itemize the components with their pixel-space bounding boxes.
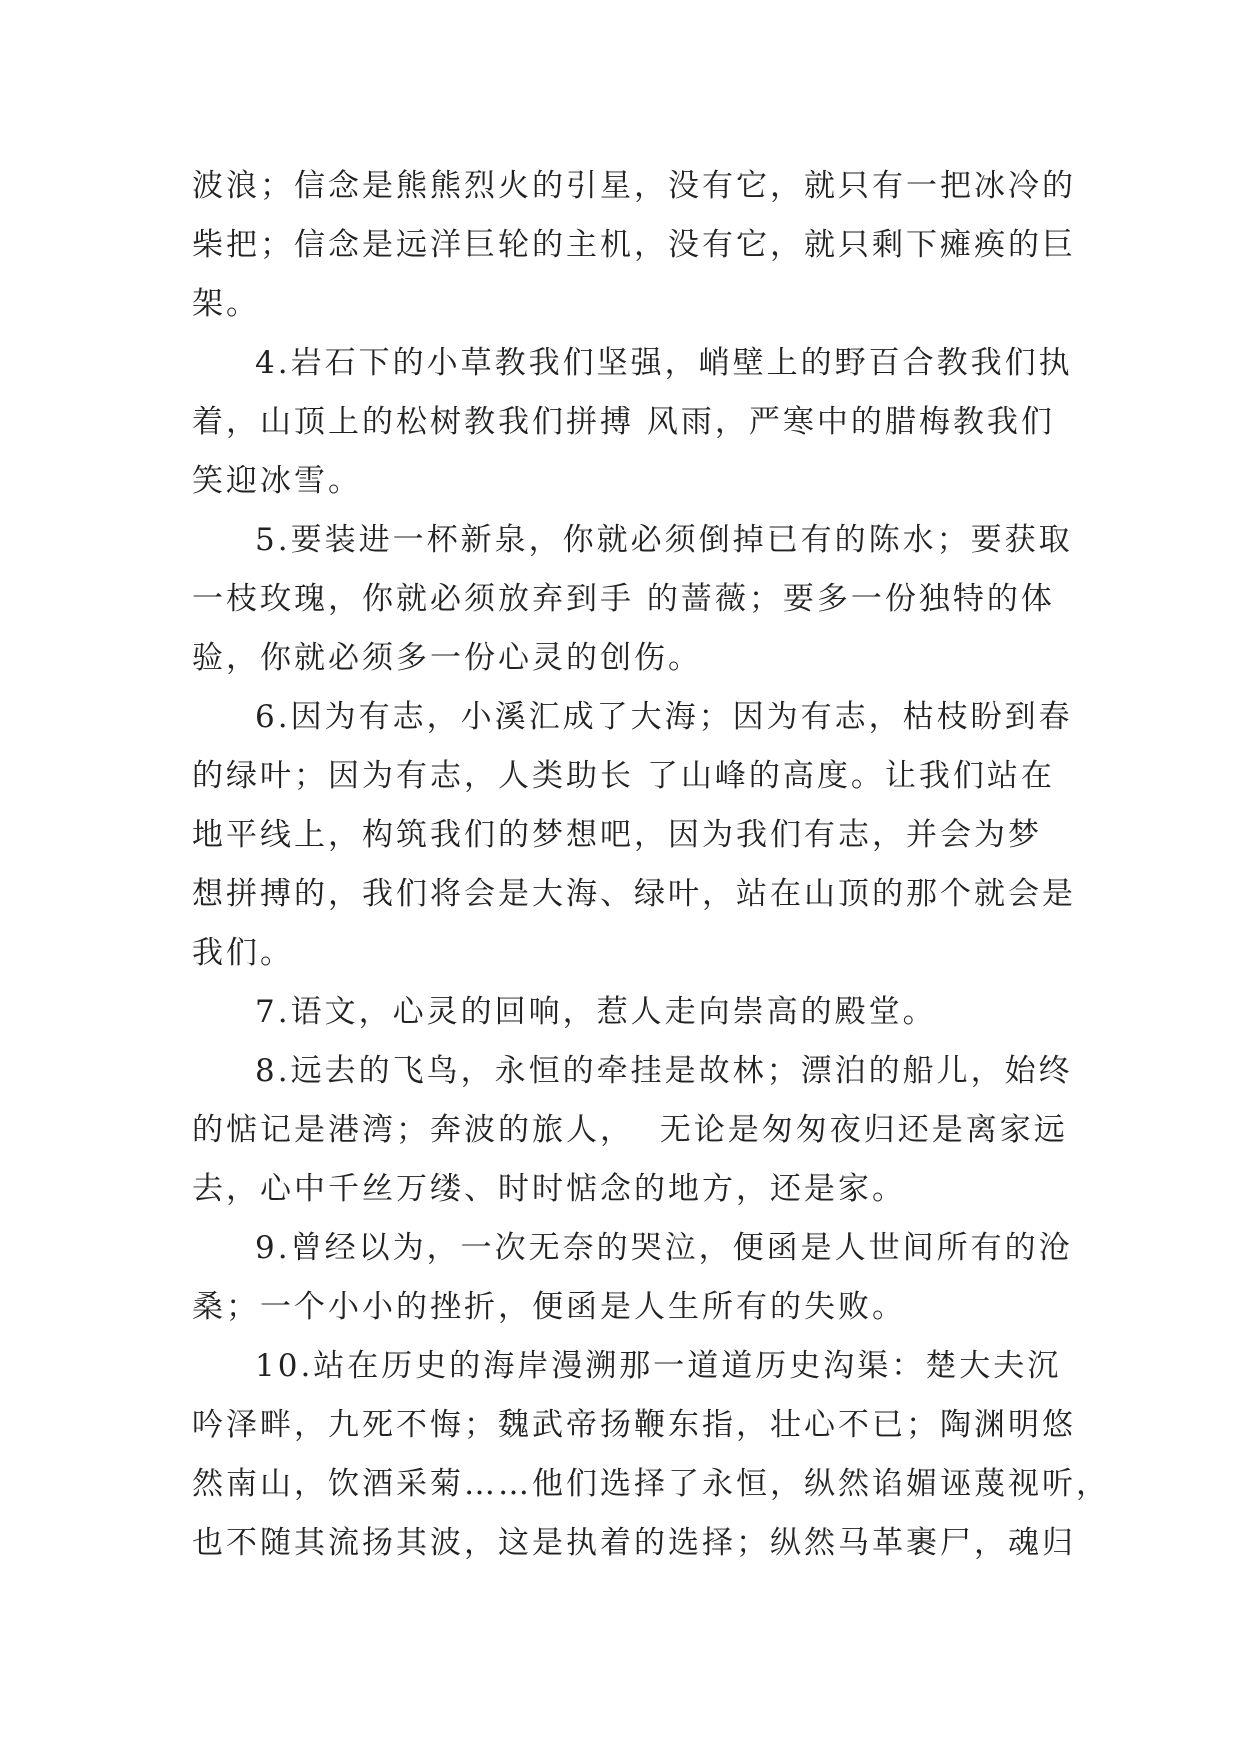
text-line: 验，你就必须多一份心灵的创伤。 <box>192 640 702 676</box>
text-line: 柴把；信念是远洋巨轮的主机，没有它，就只剩下瘫痪的巨 <box>192 227 1076 263</box>
paragraph-first-line: 10.站在历史的海岸漫溯那一道道历史沟渠：楚大夫沉 <box>255 1348 1062 1384</box>
paragraph-first-line: 7.语文，心灵的回响，惹人走向崇高的殿堂。 <box>255 994 937 1030</box>
text-line: 然南山，饮酒采菊……他们选择了永恒，纵然谄媚诬蔑视听， <box>192 1466 1110 1502</box>
paragraph-first-line: 5.要装进一杯新泉，你就必须倒掉已有的陈水；要获取 <box>255 522 1073 558</box>
text-line: 的绿叶；因为有志，人类助长 了山峰的高度。让我们站在 <box>192 758 1055 794</box>
text-line: 去，心中千丝万缕、时时惦念的地方，还是家。 <box>192 1171 906 1207</box>
text-line: 一枝玫瑰，你就必须放弃到手 的蔷薇；要多一份独特的体 <box>192 581 1055 617</box>
text-line: 波浪；信念是熊熊烈火的引星，没有它，就只有一把冰冷的 <box>192 168 1076 204</box>
paragraph-first-line: 8.远去的飞鸟，永恒的牵挂是故林；漂泊的船儿，始终 <box>255 1053 1073 1089</box>
paragraph-first-line: 9.曾经以为，一次无奈的哭泣，便函是人世间所有的沧 <box>255 1230 1073 1266</box>
text-line: 也不随其流扬其波，这是执着的选择；纵然马革裹尸，魂归 <box>192 1525 1076 1561</box>
text-line: 吟泽畔，九死不悔；魏武帝扬鞭东指，壮心不已；陶渊明悠 <box>192 1407 1076 1443</box>
text-line: 着，山顶上的松树教我们拼搏 风雨，严寒中的腊梅教我们 <box>192 404 1055 440</box>
paragraph-first-line: 6.因为有志，小溪汇成了大海；因为有志，枯枝盼到春 <box>255 699 1073 735</box>
text-line: 桑；一个小小的挫折，便函是人生所有的失败。 <box>192 1289 906 1325</box>
text-line: 我们。 <box>192 935 294 971</box>
text-line: 架。 <box>192 286 260 322</box>
text-line: 的惦记是港湾；奔波的旅人， 无论是匆匆夜归还是离家远 <box>192 1112 1068 1148</box>
paragraph-first-line: 4.岩石下的小草教我们坚强，峭壁上的野百合教我们执 <box>255 345 1073 381</box>
text-line: 笑迎冰雪。 <box>192 463 362 499</box>
text-line: 地平线上，构筑我们的梦想吧，因为我们有志，并会为梦 <box>192 817 1042 853</box>
text-line: 想拼搏的，我们将会是大海、绿叶，站在山顶的那个就会是 <box>192 876 1076 912</box>
document-page <box>192 157 1110 1573</box>
